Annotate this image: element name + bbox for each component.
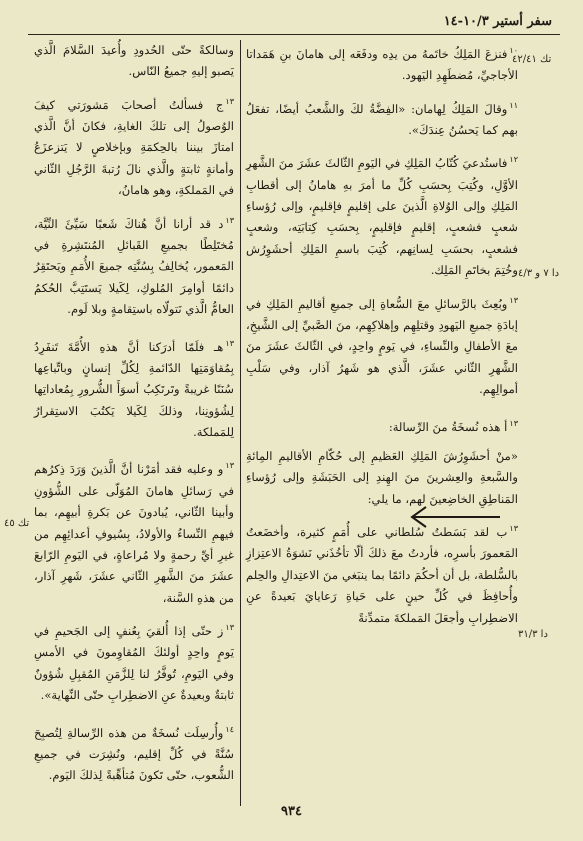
verse: $^{١٣}$د قد أرانا أنَّ هُناكَ شَعبًا سَيِّئَ النِّيَّة، مُختَلِطًا بجميعِ القَبائلِ المُنتَشِرةِ في المَعمور، يُخالِفُ بِسُنَّتِه جميعَ الأُمَمِ ويَحتَقِرُ دائمًا أوامِرَ المُلوكِ، لِكَيلا يَستَتِبَّ الحُكمُ العامُّ الَّذي نَتولّاه باستِقامةٍ وبلا لَوم. [34,215,234,317]
verse: $^{١٤}$وأُرسِلَت نُسخَةٌ من هذه الرِّسالةِ لِتُصبِحَ سُنَّةً في كُلِّ إقليم، ونُشِرَت في جميعِ الشُّعوب، حتّى تَكونَ مُتأهِّبةً لِذلكَ اليَوم. [34,724,234,783]
verse: $^{١٣}$أ هذه نُسخَةُ منَ الرِّسالة: [388,418,518,434]
right-column [246,40,518,637]
verse: $^{١٣}$ب لقد بَسَطتُ سُلطاني على أُمَمٍ كثيرة، وأخضَعتُ المَعمورَ بأسرِه، فأردتُ معَ ذلكَ ألّا تأخُذَني نَشوَةُ الاعتِزازِ بالسُّلطة، بل أن أحكُمَ دائمًا بما ينبَغي منَ الاعتِدالِ والحِلم وأُحافِظَ في كُلِّ حينٍ على حَياةِ رَعايايَ بَعيدةً عنِ الاضطِرابِ وأجعَلَ المَملكةَ متمدِّنةً [246,524,518,625]
page-number: ٩٣٤ [281,804,302,819]
verse: $^{١٣}$ج فسألتُ أصحابَ مَشورَتي كيفَ الوُصولُ إلى تلكَ الغايةِ، فكانَ أنَّ الَّذي امتازَ بيننا بالحِكمَةِ وبإخلاصٍ لا يَتزعزَعُ وأمانةٍ ثابتةٍ والَّذي نالَ رُتبةَ الرَّجُلِ الثّاني في المَملكةِ، وهو هامانُ، [34,96,234,198]
verse: $^{١٠}$فنزعَ المَلِكُ خاتَمهُ من يدِه ودفَعَه إلى هامانَ بنِ هَمَداتا الأجاجيِّ، مُضطَهِدِ اليَهود. [246,46,518,83]
verse: $^{١٣}$و وعليه فقد أمَرْنا أنَّ الَّذينَ وَرَدَ ذِكرُهم في رَسائلِ هامانَ المُوَلّى على الشُّؤونِ وأبينا الثّاني، يُبادونَ عن بَكرةِ أبيهِم، بما فيهمِ النِّساءُ والأولادُ، بِسُيوفِ أعدائِهِم من غيرِ أيِّ رحمةٍ ولا مُراعاةٍ، في اليَومِ الرّابعَ عشَرَ منَ الشَّهرِ الثّاني عشَرَ، شَهرِ آذار، من هذهِ السَّنة، [34,461,234,605]
header-rule [28,34,560,35]
cross-ref-4: دا ٣١/٣ [518,629,548,640]
cross-ref-2: دا ٧ و ٤/٣ [518,268,560,279]
verse: وسالكةً حتّى الحُدودِ وأُعيدَ السَّلامَ الَّذي يَصبو إليهِ جميعُ النّاس. [34,43,234,79]
column-divider [240,40,241,806]
cross-ref-1: تك ٤٢/٤١ [512,54,552,65]
running-title: سفر أستير ١٠/٣-١٤ [443,14,552,29]
verse: $^{١٣}$ز حتّى إذا أُلقيَ بِعُنفٍ إلى الجَحيمِ في يَومٍ واحِدٍ أولئكَ المُقاوِمونَ في الأمسِ وفي اليَومِ، تُوفَّرُ لنا لِلزَّمَنِ المُقبِلِ شُؤونٌ ثابتةٌ وبعيدةٌ عنِ الاضطِرابِ حتّى النِّهاية». [34,623,234,703]
verse: $^{١٣}$هـ فلَمّا أدرَكنا أنَّ هذهِ الأُمَّةَ تَنفَرِدُ بِمُقاوَمَتِها الدّائمةِ لِكُلِّ إنسانٍ وباتِّباعِها سُنَنًا غريبةً وتَرتَكِبُ أسوَأَ الشُّرورِ بِمُعاداتِها لِشُؤونِنا، وذلكَ لِكَيلا يَكتُبَ الاستِقرارُ لِلمَملكة. [34,338,234,440]
verse: $^{١٢}$فاستُدعيَ كُتّابُ المَلِكِ في اليَومِ الثّالثَ عشَرَ منَ الشَّهرِ الأوَّلِ، وكُتِبَ بِحسَبِ كُلِّ ما أمرَ بهِ هامانُ إلى أقطابِ المَلِكِ وإلى الوُلاةِ الَّذينَ على إقليمٍ فإقليمٍ، وإلى رُؤساءِ شعبٍ فشعبٍ، إقليمٍ فإقليمٍ، بِحسَبِ كِتابَتِه، وشعبٍ فشعبٍ، بحسَبِ لِسانِهم، كُتِبَ باسمِ المَلِكِ أحشَوِرُش وخُتِمَ بخاتَمِ المَلِك. [246,155,518,278]
verse: $^{١١}$وقالَ المَلِكُ لِهامان: «الفِضَّةُ لكَ والشَّعبُ أيضًا، تفعَلُ بهم كما يَحسُنُ عِندَكَ». [246,100,518,137]
verse: «منْ أحشَوِرُشَ المَلِكِ العَظيمِ إلى حُكّامِ الأقاليمِ المِائةِ والسَّبعةِ والعِشرينَ منَ الهِندِ إلى الحَبَشَةِ وإلى رُؤساءِ المَناطِقِ الخاضِعينَ لهم، ما يلي: [246,448,518,506]
page-header [28,10,560,32]
cross-ref-3: تك ٤٥ [4,518,30,529]
left-column [34,40,234,795]
verse: $^{١٣}$وبُعِثَ بالرَّسائلِ معَ السُّعاةِ إلى جميعِ أقاليمِ المَلِكِ في إبادَةِ جميعِ اليَهودِ وقتلِهِم وإهلاكِهِم، منَ الصَّبيِّ إلى الشَّيخِ، معَ الأطفالِ والنِّساءِ، في يَومٍ واحِدٍ، في الثّالثَ عشَرَ منَ الشَّهرِ الثّاني عشَرَ، الَّذي هو شَهرُ آذار، وفي سَلْبِ أموالِهِم. [246,295,518,397]
